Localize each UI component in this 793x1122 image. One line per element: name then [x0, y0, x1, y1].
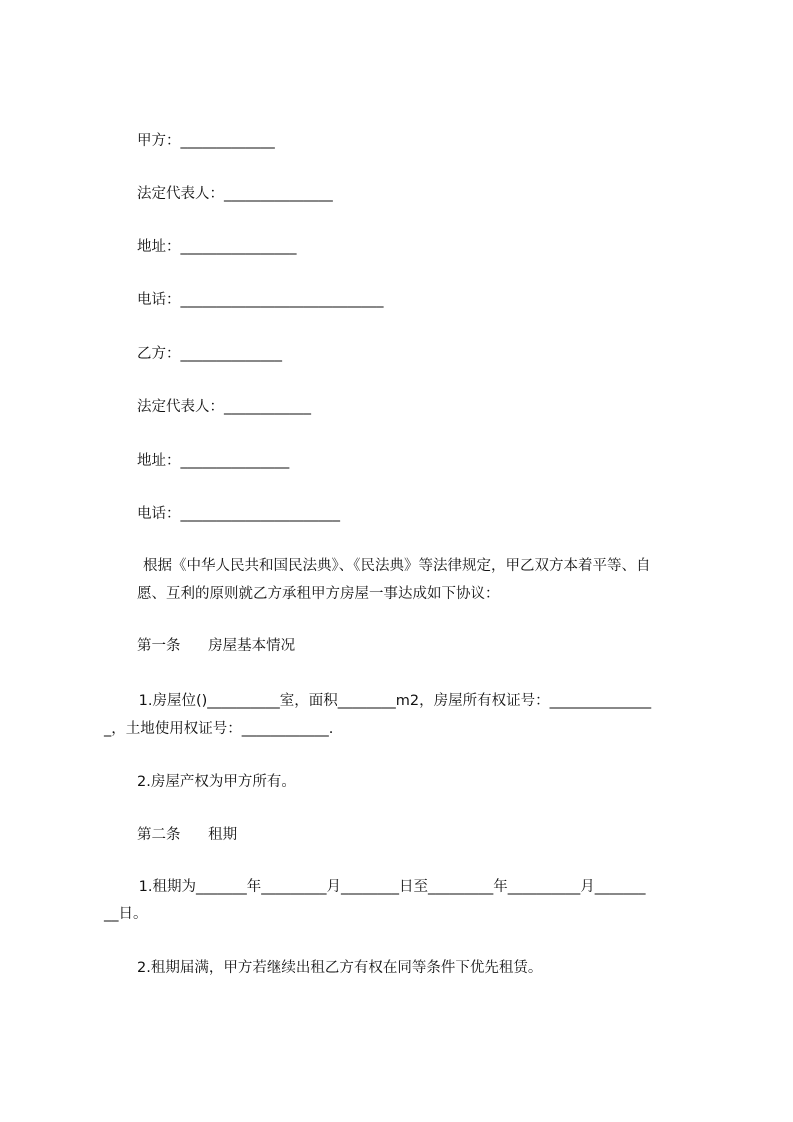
party-a-phone: 电话：____________________________: [137, 292, 384, 308]
party-a-address: 地址：________________: [137, 239, 297, 255]
party-a-name: 甲方：_____________: [137, 133, 275, 149]
article-2-item-1-line-2: __日。: [104, 906, 148, 922]
article-2-item-2: 2.租期届满，甲方若继续出租乙方有权在同等条件下优先租赁。: [137, 960, 543, 976]
party-b-rep: 法定代表人：____________: [137, 399, 311, 415]
party-b-address: 地址：_______________: [137, 453, 290, 469]
article-1-title: 第一条 房屋基本情况: [137, 638, 296, 654]
party-b-name: 乙方：______________: [137, 346, 282, 362]
article-1-item-1-line-1: 1.房屋位()__________室，面积________m2，房屋所有权证号：______________: [134, 693, 652, 709]
party-b-phone: 电话：______________________: [137, 506, 340, 522]
preamble-line-2: 愿、互利的原则就乙方承租甲方房屋一事达成如下协议：: [137, 586, 500, 602]
article-2-item-1-line-1: 1.租期为_______年_________月________日至_________年__________月_______: [134, 879, 646, 895]
article-1-item-2: 2.房屋产权为甲方所有。: [137, 774, 296, 790]
article-1-item-1-line-2: _，土地使用权证号：____________.: [104, 721, 334, 737]
party-a-rep: 法定代表人：_______________: [137, 186, 333, 202]
article-2-title: 第二条 租期: [137, 827, 238, 843]
preamble-line-1: 根据《中华人民共和国民法典》、《民法典》等法律规定，甲乙双方本着平等、自: [143, 558, 651, 574]
